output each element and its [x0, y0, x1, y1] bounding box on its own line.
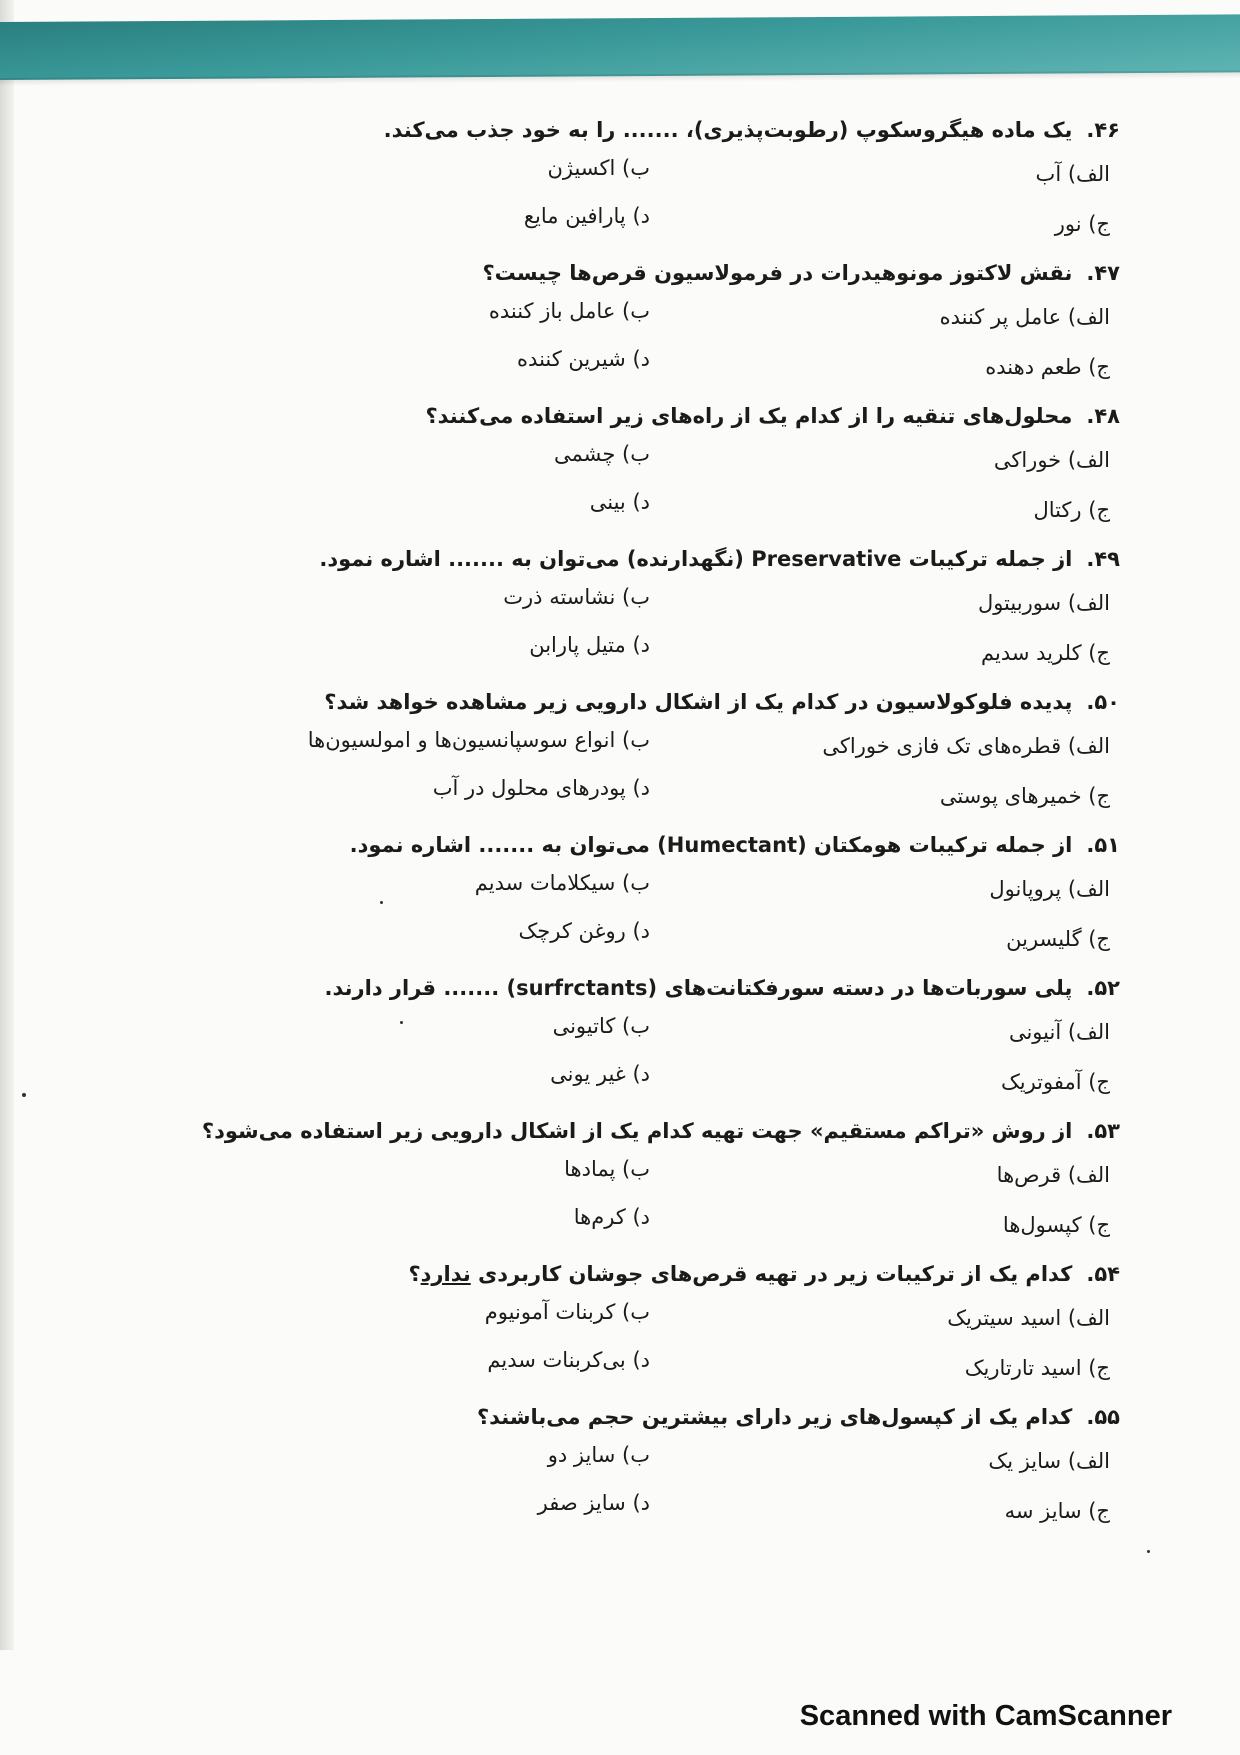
option-a: الف) سایز یک: [988, 1449, 1110, 1473]
question-number: ۴۷.: [1086, 261, 1120, 285]
question-list: [201, 118, 1120, 1548]
question-stem: [324, 690, 1120, 714]
question-stem: [482, 261, 1120, 285]
option-a: الف) اسید سیتریک: [947, 1306, 1110, 1330]
question-number: ۵۰.: [1086, 690, 1120, 714]
option-a: الف) قرص‌ها: [996, 1163, 1110, 1187]
question-stem: [350, 833, 1120, 857]
option-d: د) پارافین مایع: [523, 204, 650, 228]
option-d: د) بی‌کربنات سدیم: [487, 1348, 650, 1372]
option-b: ب) چشمی: [554, 442, 650, 466]
question-text: از جمله ترکیبات هومکتان (Humectant) می‌توان به ....... اشاره نمود.: [349, 833, 1073, 857]
option-a: الف) پروپانول: [989, 877, 1110, 901]
question-number: ۵۳.: [1086, 1119, 1120, 1143]
option-c: ج) نور: [1054, 212, 1110, 236]
question-48: [220, 404, 1120, 547]
option-b: ب) عامل باز کننده: [488, 299, 650, 323]
option-a: الف) عامل پر کننده: [939, 305, 1110, 329]
question-stem: [202, 1119, 1120, 1143]
question-mark: ؟: [408, 1262, 421, 1286]
question-text: از روش «تراکم مستقیم» جهت تهیه کدام یک از اشکال دارویی زیر استفاده می‌شود؟: [201, 1119, 1073, 1143]
question-54: [220, 1262, 1120, 1405]
option-b: ب) سایز دو: [547, 1443, 650, 1467]
option-a: الف) قطره‌های تک فازی خوراکی: [822, 734, 1110, 758]
option-c: ج) کپسول‌ها: [1002, 1213, 1110, 1237]
question-number: ۴۹.: [1086, 547, 1120, 571]
underlined-keyword: ندارد: [420, 1262, 471, 1286]
option-b: ب) کربنات آمونیوم: [484, 1300, 650, 1324]
question-number: ۴۸.: [1086, 404, 1120, 428]
scan-speck: [22, 1093, 26, 1097]
option-a: الف) آب: [1035, 162, 1110, 186]
question-text: یک ماده هیگروسکوپ (رطوبت‌پذیری)، ....... را به خود جذب می‌کند.: [383, 118, 1073, 142]
option-a: الف) خوراکی: [993, 448, 1110, 472]
option-a: الف) آنیونی: [1008, 1020, 1110, 1044]
option-a: الف) سوربیتول: [977, 591, 1110, 615]
question-text: محلول‌های تنقیه را از کدام یک از راه‌های زیر استفاده می‌کنند؟: [425, 404, 1073, 428]
option-b: ب) سیکلامات سدیم: [474, 871, 650, 895]
question-46: [220, 118, 1120, 261]
option-c: ج) سایز سه: [1004, 1499, 1110, 1523]
option-b: ب) انواع سوسپانسیون‌ها و امولسیون‌ها: [307, 728, 650, 752]
question-stem: [425, 404, 1120, 428]
header-color-band: [0, 14, 1240, 80]
question-stem: [408, 1262, 1120, 1286]
question-number: ۵۱.: [1086, 833, 1120, 857]
option-c: ج) رکتال: [1033, 498, 1110, 522]
question-47: [220, 261, 1120, 404]
option-d: د) متیل پارابن: [529, 633, 650, 657]
option-b: ب) اکسیژن: [547, 156, 650, 180]
option-c: ج) خمیرهای پوستی: [939, 784, 1110, 808]
option-b: ب) پمادها: [564, 1157, 650, 1181]
question-text: نقش لاکتوز مونوهیدرات در فرمولاسیون قرص‌ها چیست؟: [482, 261, 1073, 285]
option-d: د) سایز صفر: [537, 1491, 650, 1515]
question-number: ۵۴.: [1086, 1262, 1120, 1286]
page-edge-shadow: [0, 0, 14, 1650]
option-d: د) بینی: [589, 490, 650, 514]
question-stem: [325, 976, 1120, 1000]
question-text: از جمله ترکیبات Preservative (نگهدارنده) می‌توان به ....... اشاره نمود.: [319, 547, 1073, 571]
question-53: [201, 1119, 1120, 1262]
question-number: ۵۵.: [1086, 1405, 1120, 1429]
question-stem: [384, 118, 1120, 142]
option-c: ج) گلیسرین: [1006, 927, 1110, 951]
question-55: [220, 1405, 1120, 1548]
option-d: د) شیرین کننده: [517, 347, 650, 371]
option-b: ب) کاتیونی: [552, 1014, 650, 1038]
question-49: [220, 547, 1120, 690]
scan-speck: [1147, 1550, 1150, 1553]
question-51: [220, 833, 1120, 976]
question-number: ۴۶.: [1086, 118, 1120, 142]
scanner-watermark: Scanned with CamScanner: [799, 1700, 1172, 1732]
option-c: ج) کلرید سدیم: [981, 641, 1110, 665]
option-d: د) روغن کرچک: [518, 919, 650, 943]
question-text: [408, 1262, 1072, 1286]
option-d: د) پودرهای محلول در آب: [432, 776, 650, 800]
question-stem: [477, 1405, 1120, 1429]
option-b: ب) نشاسته ذرت: [503, 585, 650, 609]
option-c: ج) اسید تارتاریک: [964, 1356, 1110, 1380]
scan-speck: [400, 1021, 403, 1024]
option-d: د) غیر یونی: [550, 1062, 650, 1086]
question-50: [220, 690, 1120, 833]
question-text: پدیده فلوکولاسیون در کدام یک از اشکال دارویی زیر مشاهده خواهد شد؟: [324, 690, 1073, 714]
question-text: پلی سوربات‌ها در دسته سورفکتانت‌های (surfrctants) ....... قرار دارند.: [324, 976, 1073, 1000]
option-c: ج) طعم دهنده: [985, 355, 1110, 379]
option-d: د) کرم‌ها: [573, 1205, 650, 1229]
question-text-start: کدام یک از ترکیبات زیر در تهیه قرص‌های جوشان کاربردی: [478, 1262, 1073, 1286]
question-stem: [319, 547, 1120, 571]
scan-speck: [380, 901, 383, 904]
question-52: [220, 976, 1120, 1119]
question-number: ۵۲.: [1086, 976, 1120, 1000]
question-text: کدام یک از کپسول‌های زیر دارای بیشترین حجم می‌باشند؟: [476, 1405, 1073, 1429]
option-c: ج) آمفوتریک: [1000, 1070, 1110, 1094]
